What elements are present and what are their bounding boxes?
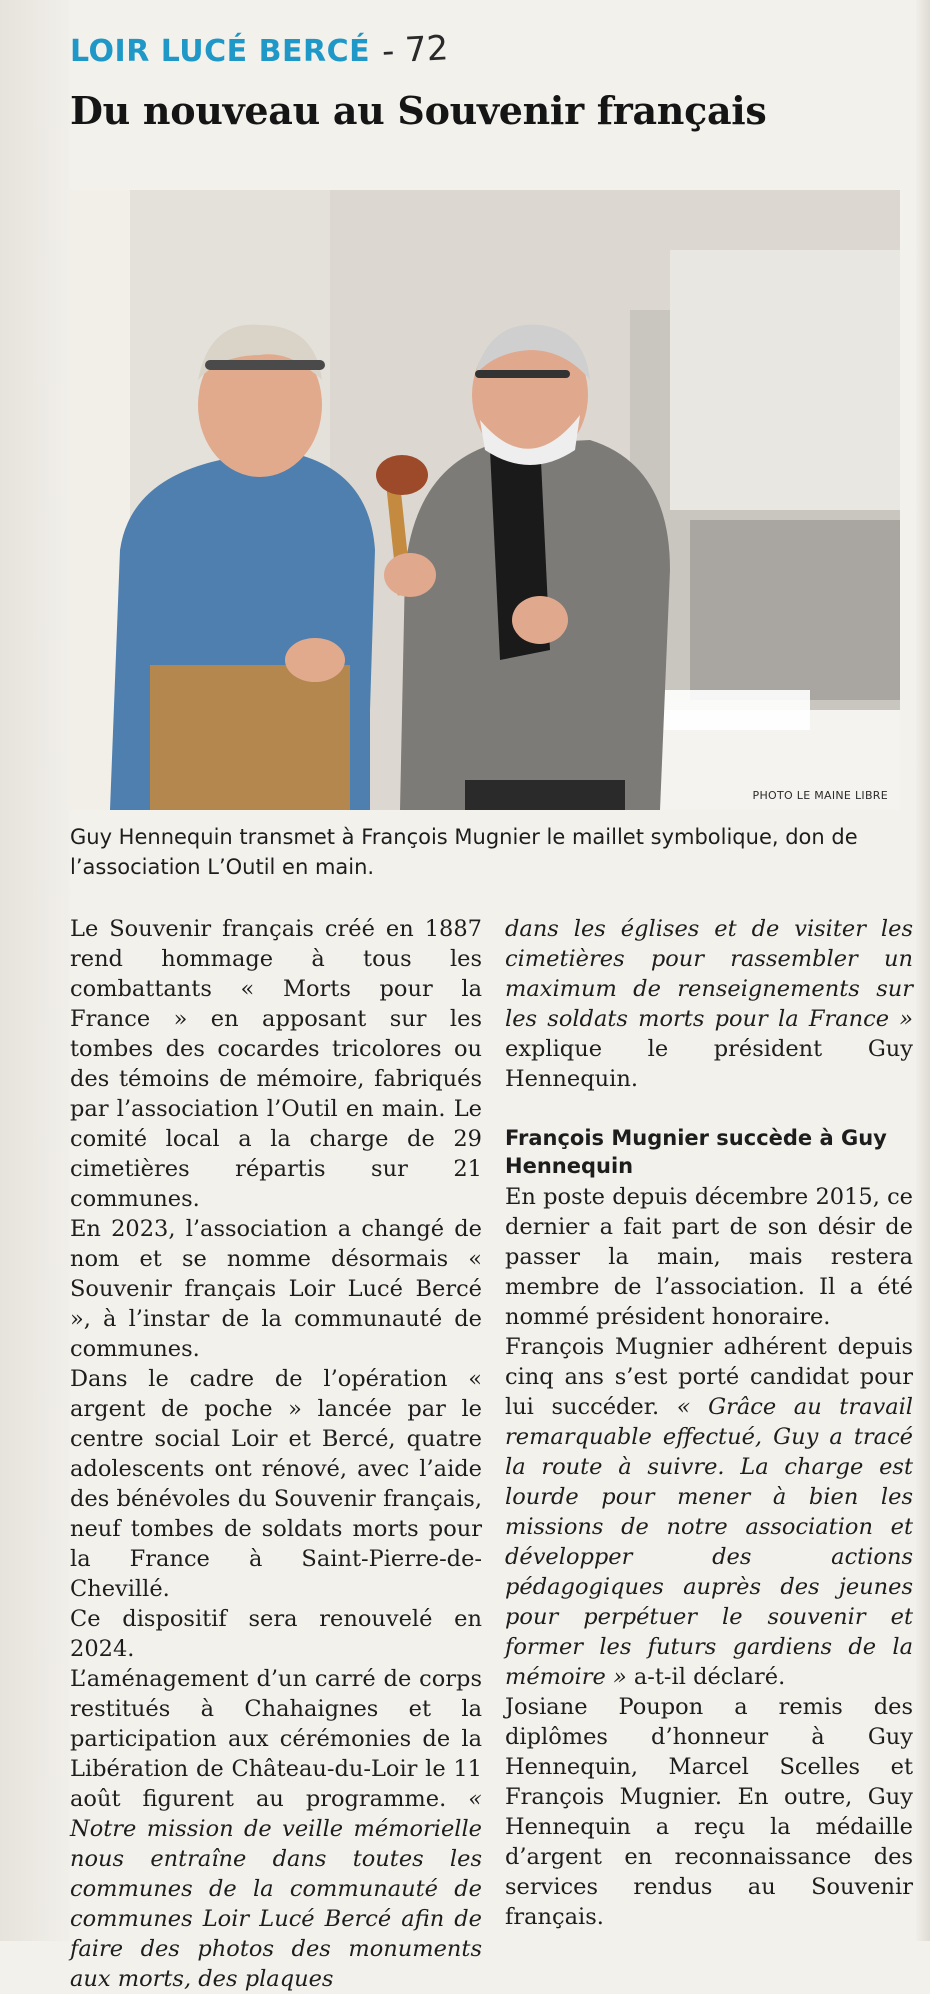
paragraph-text: L’aménagement d’un carré de corps restitués à Chahaignes et la participation aux cérémonies de la Libération de Château-du-Loir le 11 août figurent au programme.: [70, 1666, 482, 1812]
paragraph: Ce dispositif sera renouvelé en 2024.: [70, 1606, 482, 1662]
paragraph-text: explique le président Guy Hennequin.: [505, 1036, 913, 1092]
paragraph: Le Souvenir français créé en 1887 rend hommage à tous les combattants « Morts pour la France » en apposant sur les tombes des cocardes tricolores ou des témoins de mémoire, fabriqués par l’association l’Outil en main. Le comité local a la charge de 29 cimetières répartis sur 21 communes.: [70, 916, 482, 1212]
paragraph: [70, 1664, 482, 1994]
quote-text: « Notre mission de veille mémorielle nous entraîne dans toutes les communes de la communauté de communes Loir Lucé Bercé afin de faire des photos des monuments aux morts, des plaques: [70, 1786, 482, 1992]
handwritten-annotation: - 72: [380, 28, 450, 72]
paragraph-text: François Mugnier adhérent depuis cinq ans s’est porté candidat pour lui succéder.: [505, 1334, 913, 1420]
photo-caption: Guy Hennequin transmet à François Mugnier le maillet symbolique, don de l’association L’Outil en main.: [70, 825, 858, 879]
page-edge-right: [916, 0, 930, 1941]
paragraph: [505, 1332, 913, 1692]
paragraph-text: a-t-il déclaré.: [626, 1664, 786, 1690]
article-subheading: François Mugnier succède à Guy Hennequin: [505, 1126, 887, 1178]
paragraph: Dans le cadre de l’opération « argent de poche » lancée par le centre social Loir et Bercé, quatre adolescents ont rénové, avec l’aide des bénévoles du Souvenir français, neuf tombes de soldats morts pour la France à Saint-Pierre-de-Chevillé.: [70, 1366, 482, 1602]
section-rubric: LOIR LUCÉ BERCÉ: [70, 34, 371, 69]
photo-credit: PHOTO LE MAINE LIBRE: [752, 789, 888, 802]
quote-text: dans les églises et de visiter les cimetières pour rassembler un maximum de renseignements sur les soldats morts pour la France »: [505, 916, 913, 1032]
article-column-1: [70, 914, 482, 1994]
paragraph: En 2023, l’association a changé de nom et se nomme désormais « Souvenir français Loir Lucé Bercé », à l’instar de la communauté de communes.: [70, 1216, 482, 1362]
article-column-2: [505, 914, 913, 1932]
article-photo: [70, 190, 900, 810]
paragraph: [505, 914, 913, 1094]
photo-illustration: [70, 190, 900, 810]
article-headline: Du nouveau au Souvenir français: [70, 88, 767, 133]
adjacent-column-shadow-left: [0, 0, 70, 1941]
paragraph: En poste depuis décembre 2015, ce dernier a fait part de son désir de passer la main, mais restera membre de l’association. Il a été nommé président honoraire.: [505, 1184, 913, 1330]
paragraph: Josiane Poupon a remis des diplômes d’honneur à Guy Hennequin, Marcel Scelles et François Mugnier. En outre, Guy Hennequin a reçu la médaille d’argent en reconnaissance des services rendus au Souvenir français.: [505, 1694, 913, 1930]
quote-text: « Grâce au travail remarquable effectué, Guy a tracé la route à suivre. La charge est lourde pour mener à bien les missions de notre association et développer des actions pédagogiques auprès des jeunes pour perpétuer le souvenir et former les futurs gardiens de la mémoire »: [505, 1394, 914, 1690]
